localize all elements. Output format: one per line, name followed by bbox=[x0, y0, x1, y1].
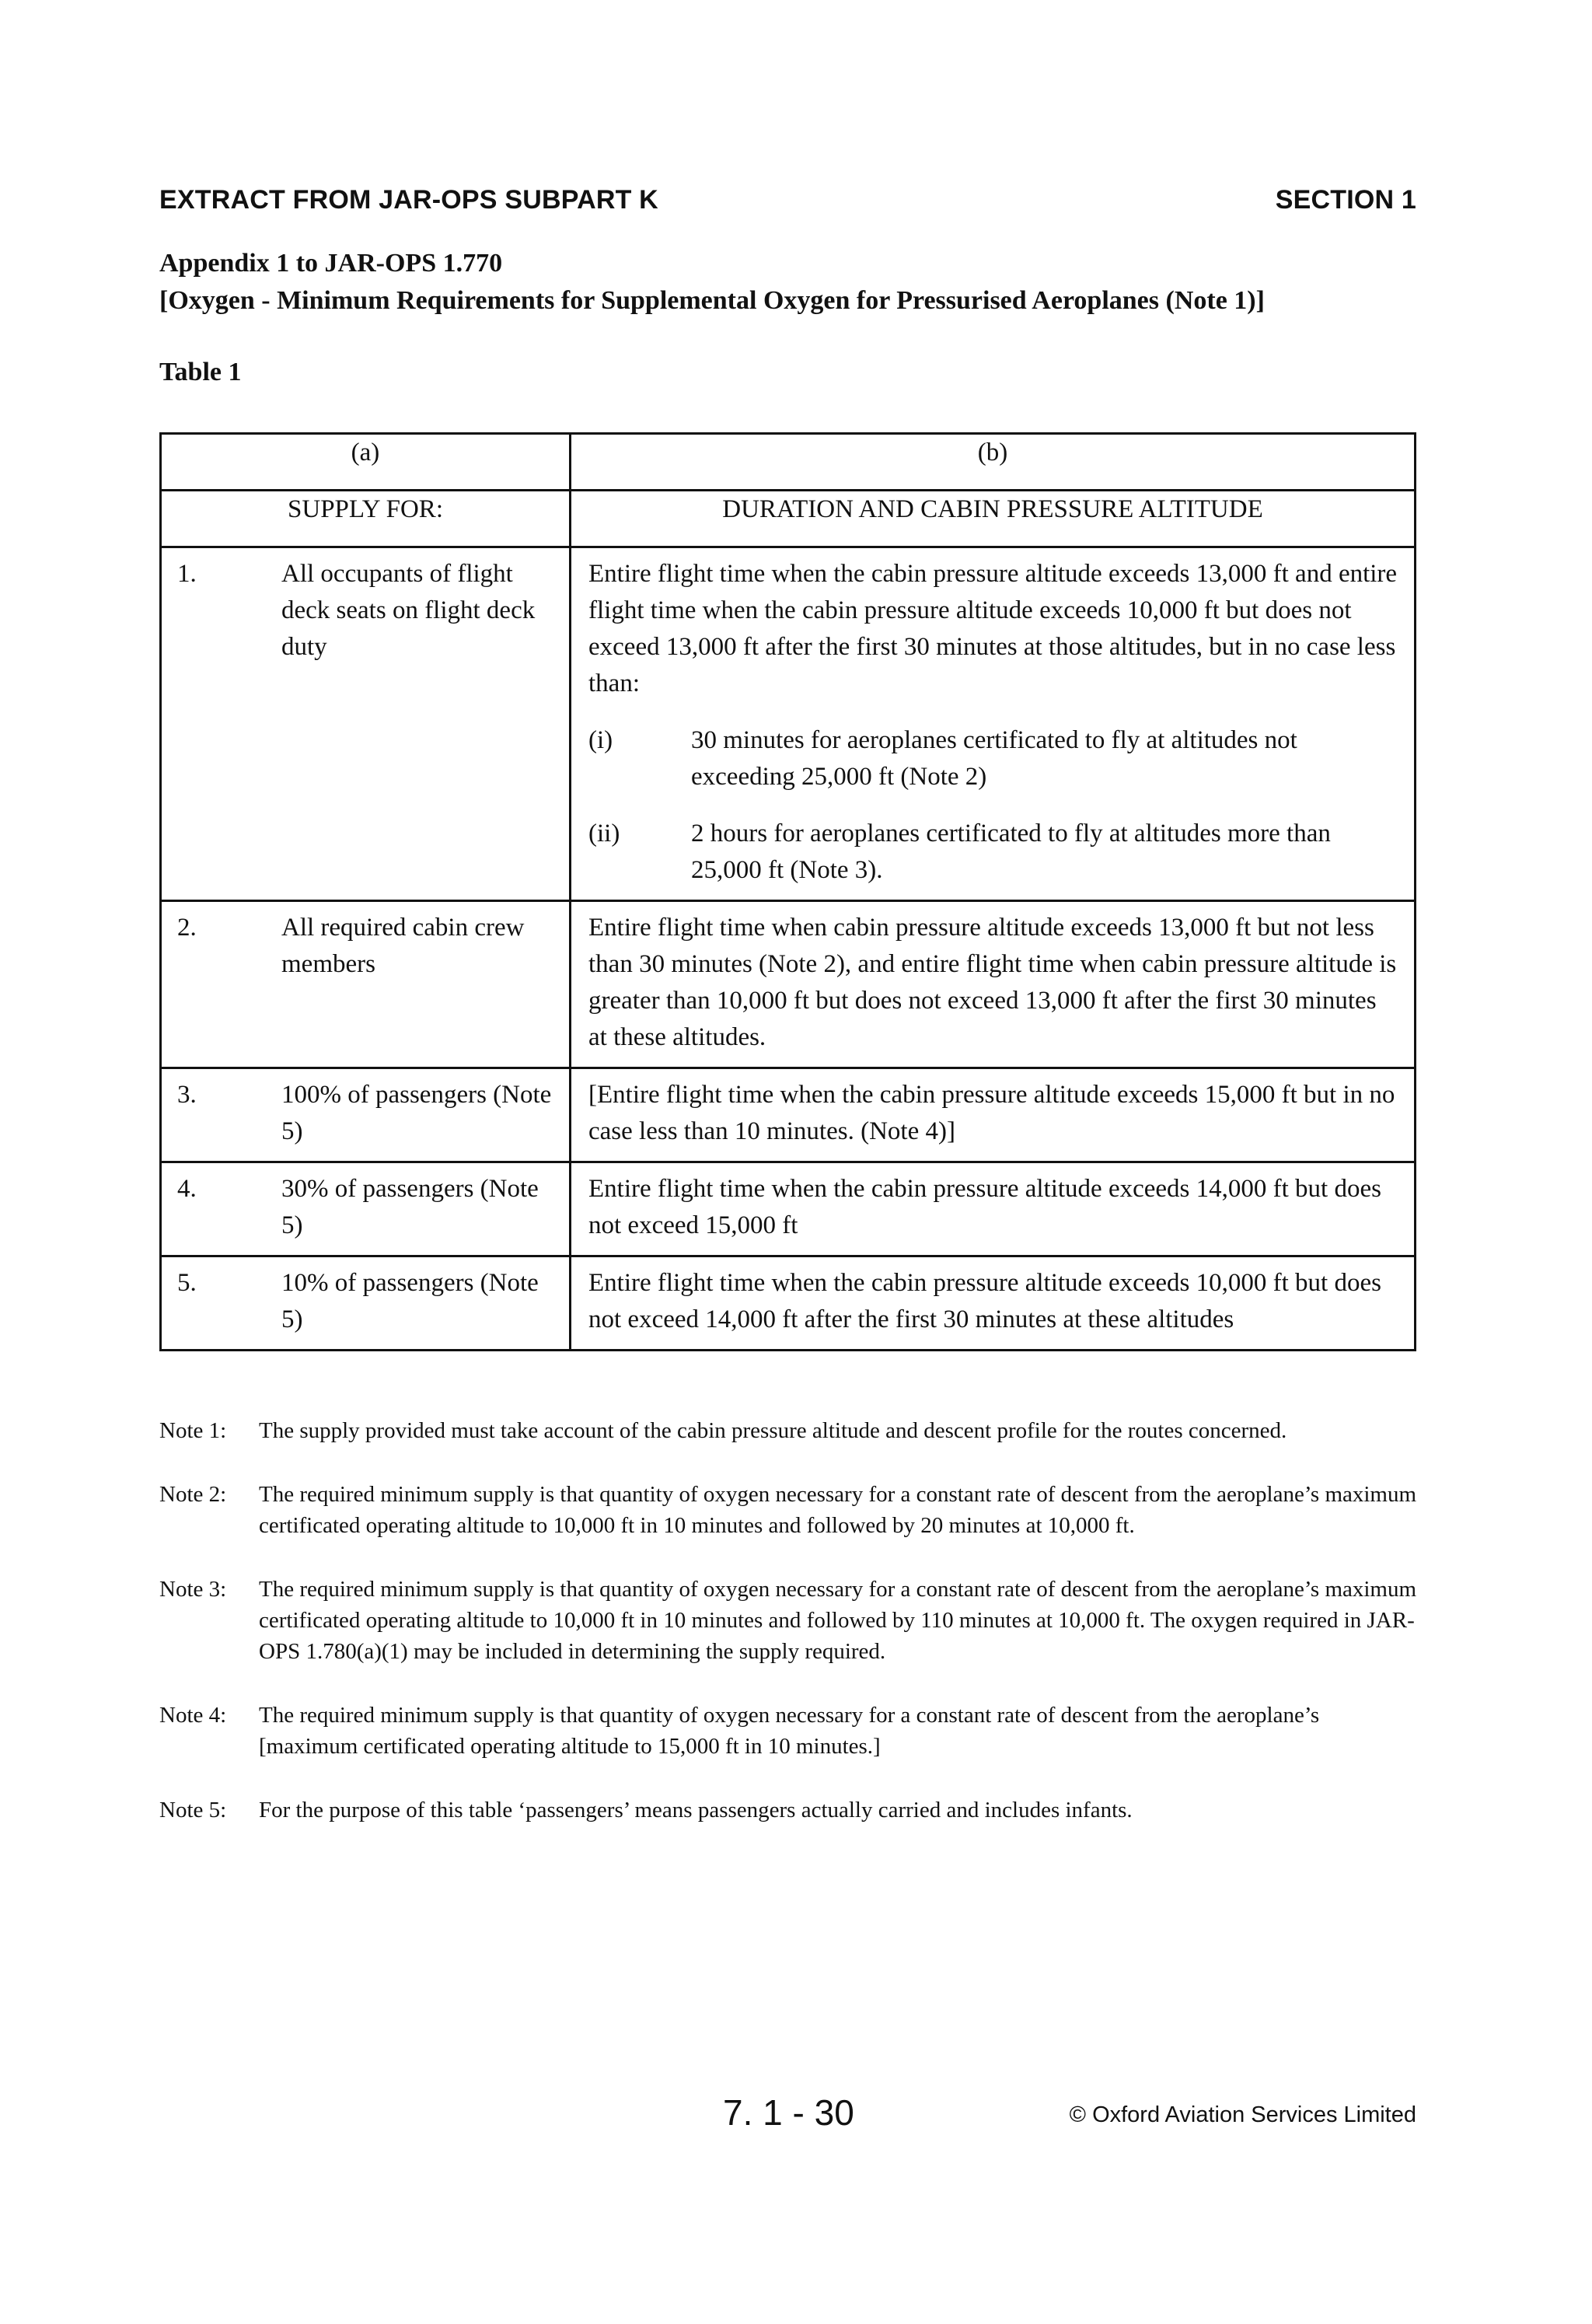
table-row bbox=[161, 901, 1416, 1068]
duration-text: Entire flight time when cabin pressure altitude exceeds 13,000 ft but not less than 30 minutes (Note 2), and entire flight time when cabin pressure altitude is greater than 10,000 ft but does not exceed 13,000 ft after the first 30 minutes at these altitudes. bbox=[588, 914, 1397, 1051]
duration-text: Entire flight time when the cabin pressure altitude exceeds 13,000 ft and entire flight time when the cabin pressure altitude exceeds 10,000 ft but does not exceed 13,000 ft after the first 30 minutes at those altitudes, but in no case less than: bbox=[588, 560, 1398, 697]
duration-cell bbox=[571, 1162, 1416, 1256]
supply-cell bbox=[161, 547, 571, 901]
table-letter-row bbox=[161, 434, 1416, 491]
duration-cell bbox=[571, 1068, 1416, 1162]
note-label: Note 4: bbox=[159, 1703, 227, 1728]
note-text: The required minimum supply is that quantity of oxygen necessary for a constant rate of descent from the aeroplane’s [maximum certificated operating altitude to 15,000 ft in 10 minutes.] bbox=[259, 1703, 1320, 1759]
duration-cell bbox=[571, 901, 1416, 1068]
row-number: 2. bbox=[177, 914, 197, 942]
column-a-header: SUPPLY FOR: bbox=[161, 491, 571, 547]
note-item bbox=[159, 1700, 1419, 1762]
sub-item bbox=[588, 816, 1400, 889]
supply-text: 30% of passengers (Note 5) bbox=[281, 1175, 539, 1239]
table-row bbox=[161, 1068, 1416, 1162]
duration-text: Entire flight time when the cabin pressure altitude exceeds 14,000 ft but does not exceed 15,000 ft bbox=[588, 1175, 1381, 1239]
notes-section bbox=[159, 1415, 1419, 1858]
supply-cell bbox=[161, 1068, 571, 1162]
column-a-letter: (a) bbox=[161, 434, 571, 491]
note-text: The required minimum supply is that quantity of oxygen necessary for a constant rate of descent from the aeroplane’s maximum certificated operating altitude to 10,000 ft in 10 minutes and followed by 110 minutes at 10,000 ft. The oxygen required in JAR-OPS 1.780(a)(1) may be included in determining the supply required. bbox=[259, 1577, 1417, 1664]
appendix-title: Appendix 1 to JAR-OPS 1.770 bbox=[159, 249, 503, 278]
appendix-subtitle: [Oxygen - Minimum Requirements for Supplemental Oxygen for Pressurised Aeroplanes (Note 1)] bbox=[159, 286, 1265, 315]
supply-text: All occupants of flight deck seats on flight deck duty bbox=[281, 560, 536, 661]
sub-item-number: (ii) bbox=[588, 820, 620, 847]
supply-text: All required cabin crew members bbox=[281, 914, 525, 978]
duration-cell bbox=[571, 547, 1416, 901]
row-number: 1. bbox=[177, 560, 197, 588]
note-item bbox=[159, 1574, 1419, 1667]
supply-text: 10% of passengers (Note 5) bbox=[281, 1269, 539, 1333]
sub-item bbox=[588, 722, 1400, 795]
table-row bbox=[161, 547, 1416, 901]
sub-item-text: 30 minutes for aeroplanes certificated to fly at altitudes not exceeding 25,000 ft (Note 2) bbox=[691, 726, 1297, 791]
row-number: 5. bbox=[177, 1269, 197, 1297]
note-text: The required minimum supply is that quantity of oxygen necessary for a constant rate of descent from the aeroplane’s maximum certificated operating altitude to 10,000 ft in 10 minutes and followed by 20 minutes at 10,000 ft. bbox=[259, 1482, 1417, 1538]
note-text: For the purpose of this table ‘passengers’ means passengers actually carried and includes infants. bbox=[259, 1798, 1133, 1823]
note-text: The supply provided must take account of the cabin pressure altitude and descent profile for the routes concerned. bbox=[259, 1418, 1287, 1443]
note-item bbox=[159, 1415, 1419, 1446]
supply-text: 100% of passengers (Note 5) bbox=[281, 1081, 552, 1145]
page-number: 7. 1 - 30 bbox=[723, 2092, 854, 2133]
supply-cell bbox=[161, 901, 571, 1068]
note-label: Note 1: bbox=[159, 1418, 227, 1443]
sub-item-number: (i) bbox=[588, 726, 613, 754]
table-header-row bbox=[161, 491, 1416, 547]
copyright-notice: © Oxford Aviation Services Limited bbox=[1069, 2102, 1416, 2127]
supply-cell bbox=[161, 1162, 571, 1256]
supply-cell bbox=[161, 1256, 571, 1351]
duration-text: [Entire flight time when the cabin pressure altitude exceeds 15,000 ft but in no case less than 10 minutes. (Note 4)] bbox=[588, 1081, 1395, 1145]
note-item bbox=[159, 1795, 1419, 1826]
table-row bbox=[161, 1256, 1416, 1351]
sub-item-text: 2 hours for aeroplanes certificated to fly at altitudes more than 25,000 ft (Note 3). bbox=[691, 820, 1331, 884]
document-header-title: EXTRACT FROM JAR-OPS SUBPART K bbox=[159, 185, 658, 215]
table-label: Table 1 bbox=[159, 358, 242, 386]
duration-text: Entire flight time when the cabin pressure altitude exceeds 10,000 ft but does not exceed 14,000 ft after the first 30 minutes at these altitudes bbox=[588, 1269, 1381, 1333]
table-row bbox=[161, 1162, 1416, 1256]
oxygen-requirements-table bbox=[159, 432, 1416, 1351]
note-label: Note 3: bbox=[159, 1577, 227, 1602]
note-label: Note 2: bbox=[159, 1482, 227, 1507]
row-number: 3. bbox=[177, 1081, 197, 1109]
section-label: SECTION 1 bbox=[1275, 185, 1416, 215]
note-label: Note 5: bbox=[159, 1798, 227, 1823]
column-b-header: DURATION AND CABIN PRESSURE ALTITUDE bbox=[571, 491, 1416, 547]
note-item bbox=[159, 1479, 1419, 1541]
duration-cell bbox=[571, 1256, 1416, 1351]
row-number: 4. bbox=[177, 1175, 197, 1203]
column-b-letter: (b) bbox=[571, 434, 1416, 491]
